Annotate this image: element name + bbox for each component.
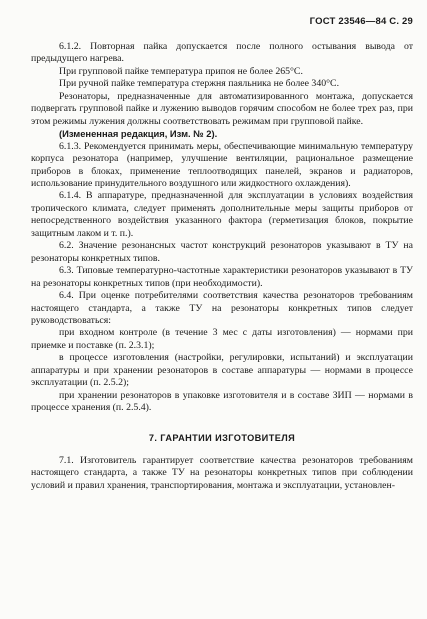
paragraph-7-1: 7.1. Изготовитель гарантирует соответствие качества резонаторов требованиям настоящего стандарта, а также ТУ на резонаторы конкретных типов при соблюдении условий и правил хранения, транспортирования, монтажа и эксплуатации, установлен- xyxy=(31,454,413,491)
paragraph-group-soldering: При групповой пайке температура припоя не более 265°С. xyxy=(59,65,303,77)
paragraph-6-3: 6.3. Типовые температурно-частотные характеристики резонаторов указывают в ТУ на резонаторы конкретных типов (при необходимости). xyxy=(31,265,413,289)
paragraph-manufacturing-process: в процессе изготовления (настройки, регулировки, испытаний) и эксплуатации аппаратуры и при хранении резонаторов в составе аппаратуры — нормами в процессе эксплуатации (п. 2.5.2); xyxy=(31,352,413,389)
paragraph-6-4: 6.4. При оценке потребителями соответствия качества резонаторов требованиям настоящего стандарта, а также ТУ на резонаторы конкретных типов следует руководствоваться: xyxy=(31,290,413,326)
paragraph-6-1-2: 6.1.2. Повторная пайка допускается после полного остывания вывода от предыдущего нагрева. xyxy=(31,41,413,65)
section-title: 7. ГАРАНТИИ ИЗГОТОВИТЕЛЯ xyxy=(148,432,296,443)
amendment-note: (Измененная редакция, Изм. № 2). xyxy=(59,128,218,140)
paragraph-manual-soldering: При ручной пайке температура стержня паяльника не более 340°С. xyxy=(59,78,340,90)
paragraph-storage: при хранении резонаторов в упаковке изготовителя и в составе ЗИП — нормами в процессе хранения (п. 2.5.4). xyxy=(31,389,413,414)
page-header: ГОСТ 23546—84 С. 29 xyxy=(309,16,413,27)
paragraph-incoming-control: при входном контроле (в течение 3 мес с даты изготовления) — нормами при приемке и поставке (п. 2.3.1); xyxy=(31,327,413,351)
paragraph-6-1-3: 6.1.3. Рекомендуется принимать меры, обеспечивающие минимальную температуру корпуса резонатора (например, улучшение вентиляции, рациональное размещение приборов в блоках, применение теплоотводящих панелей, экранов и радиаторов, использование принудительного воздушного или жидкостного охлаждения). xyxy=(31,140,413,189)
paragraph-6-2: 6.2. Значение резонансных частот конструкций резонаторов указывают в ТУ на резонаторы конкретных типов. xyxy=(31,240,413,264)
document-body xyxy=(31,41,413,492)
paragraph-automated-mounting: Резонаторы, предназначенные для автоматизированного монтажа, допускается подвергать групповой пайке и лужению выводов горячим способом не более трех раз, при этом режимы лужения должны соответствовать режимам при групповой пайке. xyxy=(31,90,413,127)
paragraph-6-1-4: 6.1.4. В аппаратуре, предназначенной для эксплуатации в условиях воздействия тропического климата, следует применять дополнительные меры защиты приборов от непосредственного воздействия указанного фактора (герметизация блоков, покрытие защитным лаком и т. п.). xyxy=(31,190,413,239)
